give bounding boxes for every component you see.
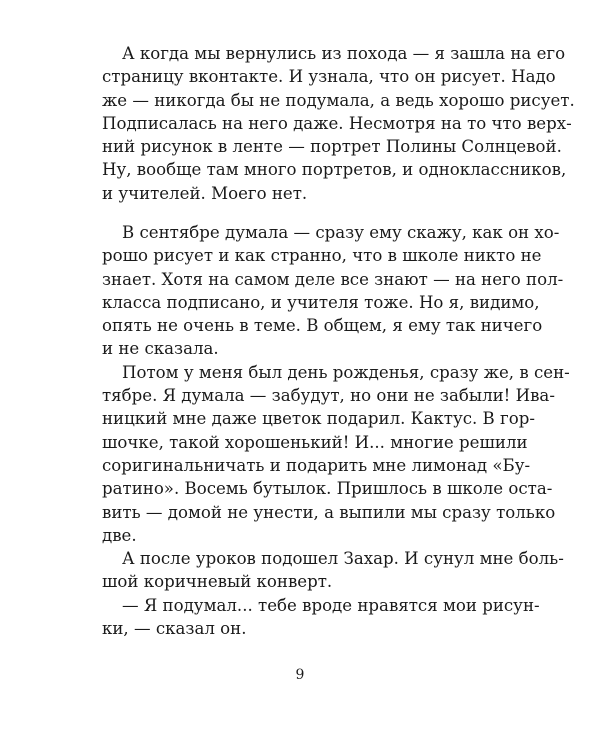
paragraph	[102, 42, 575, 205]
text-line: же — никогда бы не подумала, а ведь хорошо рисует.	[102, 90, 575, 110]
text-section-1	[102, 42, 575, 205]
text-line: ки, — сказал он.	[102, 619, 247, 639]
text-line: страницу вконтакте. И узнала, что он рисует. Надо	[102, 67, 556, 87]
text-line: — Я подумал... тебе вроде нравятся мои рисун-	[122, 595, 540, 615]
text-line: и не сказала.	[102, 339, 219, 359]
text-line: опять не очень в теме. В общем, я ему так ничего	[102, 316, 543, 336]
text-line: шой коричневый конверт.	[102, 572, 333, 592]
text-line: класса подписано, и учителя тоже. Но я, видимо,	[102, 292, 540, 312]
text-line: соригинальничать и подарить мне лимонад «Бу-	[102, 455, 531, 475]
text-line: А когда мы вернулись из похода — я зашла на его	[122, 44, 566, 63]
text-line: вить — домой не унести, а выпили мы сразу только	[102, 502, 556, 522]
text-line: А после уроков подошел Захар. И сунул мне боль-	[122, 549, 564, 569]
text-line: ницкий мне даже цветок подарил. Кактус. В гор-	[102, 409, 535, 429]
text-line: Потом у меня был день рожденья, сразу же, в сен-	[122, 362, 570, 382]
text-line: В сентябре думала — сразу ему скажу, как он хо-	[122, 223, 560, 242]
text-line: и учителей. Моего нет.	[102, 183, 308, 203]
text-line: шочке, такой хорошенький! И... многие решили	[102, 432, 528, 452]
paragraph	[102, 594, 540, 641]
text-line: Подписалась на него даже. Несмотря на то что верх-	[102, 113, 572, 133]
text-line: две.	[102, 525, 137, 545]
text-line: ний рисунок в ленте — портрет Полины Солнцевой.	[102, 137, 562, 157]
text-line: ратино». Восемь бутылок. Пришлось в школе оста-	[102, 479, 553, 499]
paragraph	[102, 221, 564, 361]
text-section-2	[102, 221, 570, 640]
text-line: знает. Хотя на самом деле все знают — на него пол-	[102, 269, 564, 289]
paragraph	[102, 547, 564, 594]
text-line: Ну, вообще там много портретов, и одноклассников,	[102, 160, 567, 180]
text-line: рошо рисует и как странно, что в школе никто не	[102, 246, 542, 266]
text-line: тябре. Я думала — забудут, но они не забыли! Ива-	[102, 386, 555, 406]
page-number: 9	[295, 667, 305, 683]
paragraph	[102, 361, 570, 547]
